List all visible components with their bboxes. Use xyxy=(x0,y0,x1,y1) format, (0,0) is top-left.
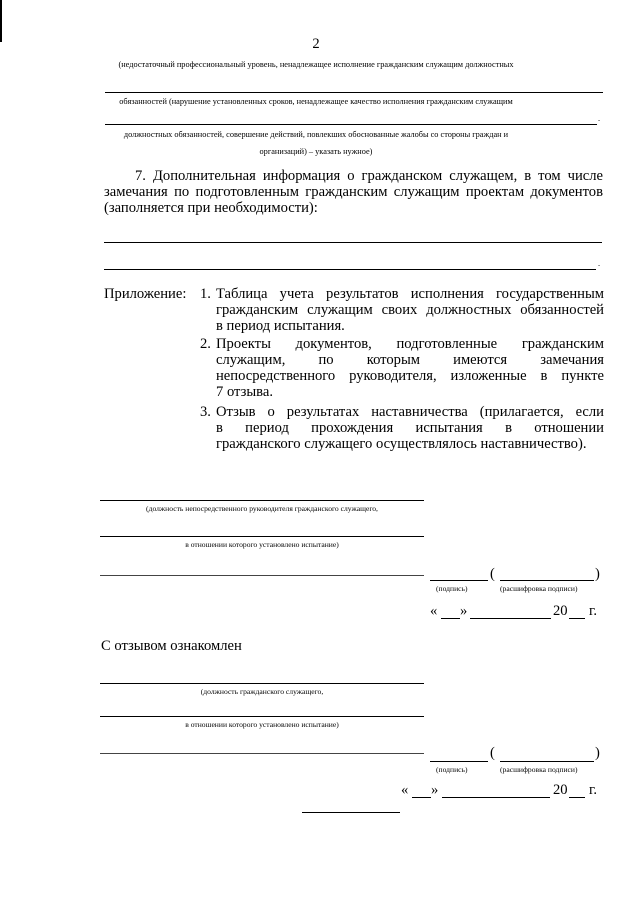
appendix-item3-line1: Отзыв о результатах наставничества (прилагается, если xyxy=(216,404,604,420)
manager-paren-close: ) xyxy=(595,566,600,582)
section7-line1: 7. Дополнительная информация о гражданском служащем, в том числе xyxy=(135,168,603,184)
section7-line2: замечания по подготовленным гражданским служащим проектам документов xyxy=(104,184,603,200)
manager-signature-caption: (подпись) xyxy=(436,584,468,593)
acquainted-date-day-line[interactable] xyxy=(412,797,431,798)
manager-decoding-line[interactable] xyxy=(500,580,594,581)
manager-year-line[interactable] xyxy=(569,618,585,619)
header-note-line4: организаций) – указать нужное) xyxy=(259,147,373,156)
manager-paren-open: ( xyxy=(490,566,495,582)
acquainted-paren-open: ( xyxy=(490,745,495,761)
acquainted-year-line[interactable] xyxy=(569,797,585,798)
acquainted-year-suffix: г. xyxy=(589,782,597,798)
section7-line3: (заполняется при необходимости): xyxy=(104,200,318,216)
header-note-line3: должностных обязанностей, совершение действий, повлекших обоснованные жалобы со стороны граждан и xyxy=(123,130,509,139)
acquainted-name-line[interactable] xyxy=(100,753,424,754)
acquainted-signature-caption: (подпись) xyxy=(436,765,468,774)
manager-year-prefix: 20 xyxy=(553,603,568,619)
appendix-item3-line2: в период прохождения испытания в отношении xyxy=(216,420,604,436)
appendix-item1-line3: в период испытания. xyxy=(216,318,345,334)
acquainted-paren-close: ) xyxy=(595,745,600,761)
manager-name-line[interactable] xyxy=(100,575,424,576)
manager-position-line2[interactable] xyxy=(100,536,424,537)
acquainted-caption1: (должность гражданского служащего, xyxy=(200,687,324,696)
appendix-item2-line1: Проекты документов, подготовленные гражданским xyxy=(216,336,604,352)
acquainted-date-close: » xyxy=(431,782,439,798)
manager-decoding-caption: (расшифровка подписи) xyxy=(500,584,578,593)
acquainted-decoding-caption: (расшифровка подписи) xyxy=(500,765,578,774)
appendix-item2-line4: 7 отзыва. xyxy=(216,384,273,400)
manager-date-open: « xyxy=(430,603,438,619)
acquainted-decoding-line[interactable] xyxy=(500,761,594,762)
acquainted-position-line1[interactable] xyxy=(100,683,424,684)
appendix-item3-line3: гражданского служащего осуществлялось наставничество). xyxy=(216,436,587,452)
header-fill-line2[interactable] xyxy=(105,124,597,125)
acquainted-signature-line[interactable] xyxy=(430,761,488,762)
section7-fill-line1[interactable] xyxy=(104,242,602,243)
manager-date-close: » xyxy=(460,603,468,619)
acquainted-title: С отзывом ознакомлен xyxy=(101,638,242,654)
appendix-item2-line3: непосредственного руководителя, изложенные в пункте xyxy=(216,368,604,384)
manager-date-month-line[interactable] xyxy=(470,618,551,619)
appendix-item2-line2: служащим, по которым имеются замечания xyxy=(216,352,604,368)
header-fill-line1[interactable] xyxy=(105,92,603,93)
acquainted-caption2: в отношении которого установлено испытание) xyxy=(185,720,339,729)
appendix-item1-number: 1. xyxy=(200,286,211,302)
header-note-line2: обязанностей (нарушение установленных сроков, ненадлежащее качество исполнения гражданским служащим xyxy=(119,97,513,106)
acquainted-position-line2[interactable] xyxy=(100,716,424,717)
acquainted-date-open: « xyxy=(401,782,409,798)
manager-caption1: (должность непосредственного руководителя гражданского служащего, xyxy=(146,504,378,513)
appendix-item2-number: 2. xyxy=(200,336,211,352)
manager-year-suffix: г. xyxy=(589,603,597,619)
acquainted-date-month-line[interactable] xyxy=(442,797,550,798)
bottom-separator xyxy=(302,812,400,813)
appendix-item3-number: 3. xyxy=(200,404,211,420)
page-number: 2 xyxy=(312,36,320,52)
appendix-item1-line1: Таблица учета результатов исполнения государственным xyxy=(216,286,604,302)
manager-position-line1[interactable] xyxy=(100,500,424,501)
section7-end-dot: . xyxy=(598,259,601,268)
manager-signature-line[interactable] xyxy=(430,580,488,581)
manager-caption2: в отношении которого установлено испытание) xyxy=(185,540,339,549)
manager-date-day-line[interactable] xyxy=(441,618,460,619)
header-end-dot: . xyxy=(598,114,601,123)
header-note-line1: (недостаточный профессиональный уровень, ненадлежащее исполнение гражданским служащим должностных xyxy=(118,60,514,69)
appendix-label: Приложение: xyxy=(104,286,187,302)
acquainted-year-prefix: 20 xyxy=(553,782,568,798)
appendix-item1-line2: гражданским служащим своих должностных обязанностей xyxy=(216,302,604,318)
section7-fill-line2[interactable] xyxy=(104,269,596,270)
